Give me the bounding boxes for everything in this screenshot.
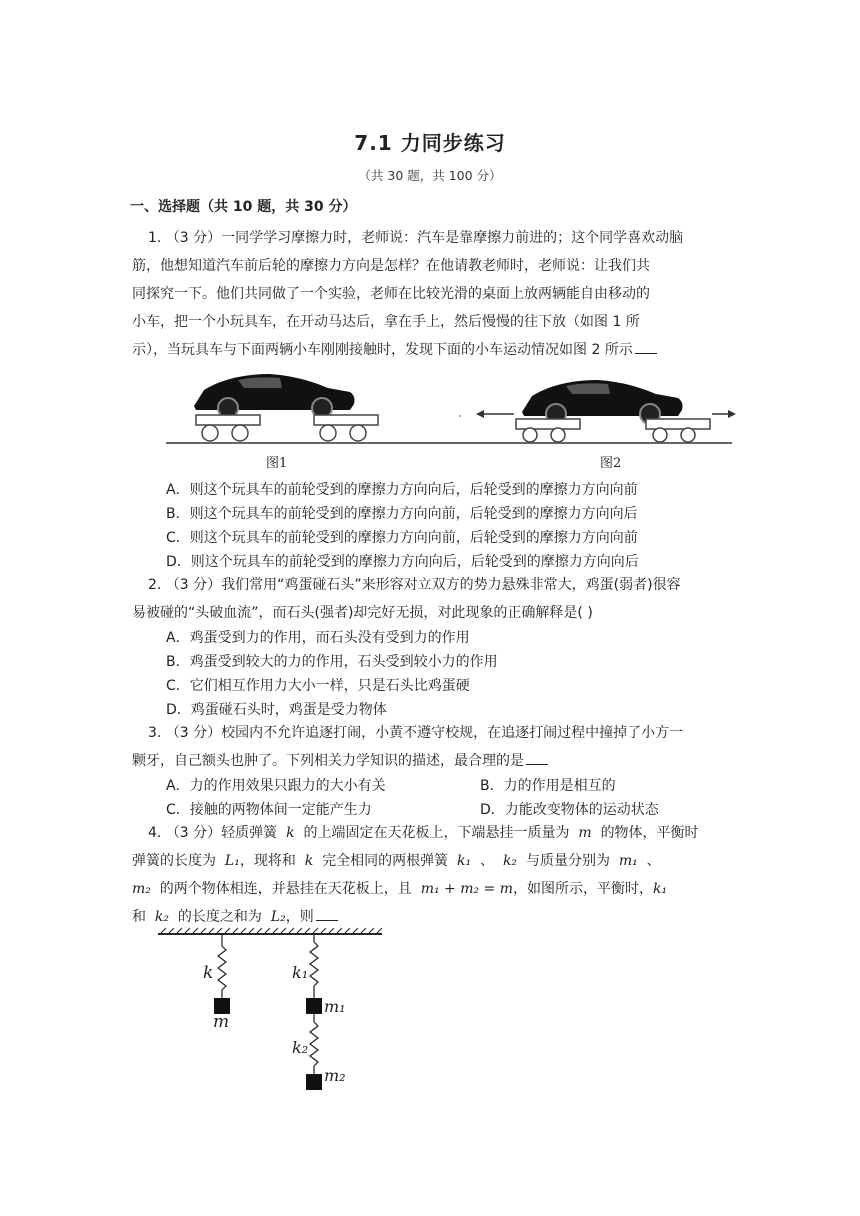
question-line: 1. （3 分）一同学学习摩擦力时，老师说：汽车是靠摩擦力前进的；这个同学喜欢动脑 bbox=[148, 230, 684, 246]
question-line: 筋，他想知道汽车前后轮的摩擦力方向是怎样？在他请教老师时，老师说：让我们共 bbox=[132, 258, 650, 274]
car-experiment-figure bbox=[160, 366, 740, 474]
section-heading: 一、选择题（共 10 题，共 30 分） bbox=[130, 199, 357, 215]
question-line: m₂ 的两个物体相连，并悬挂在天花板上，且 m₁ + m₂ = m，如图所示，平衡时，k₁ bbox=[132, 881, 668, 897]
question-line: 颗牙，自己额头也肿了。下列相关力学知识的描述，最合理的是 bbox=[132, 749, 548, 773]
option-b[interactable]: B．鸡蛋受到较大的力的作用，石头受到较小力的作用 bbox=[166, 654, 498, 670]
question-line: 2. （3 分）我们常用“鸡蛋碰石头”来形容对立双方的势力悬殊非常大，鸡蛋(弱者)很容 bbox=[148, 577, 681, 593]
question-line: 和 k₂ 的长度之和为 L₂，则 bbox=[132, 905, 338, 929]
answer-blank bbox=[635, 339, 657, 354]
question-line: 3. （3 分）校园内不允许追逐打闹，小黄不遵守校规，在追逐打闹过程中撞掉了小方一 bbox=[148, 725, 684, 741]
cart-right-figure1 bbox=[314, 415, 378, 441]
label-m: m bbox=[213, 1012, 230, 1032]
question-line: 弹簧的长度为 L₁，现将和 k 完全相同的两根弹簧 k₁ 、 k₂ 与质量分别为 m₁ 、 bbox=[132, 853, 661, 869]
cart-left-figure1 bbox=[196, 415, 260, 441]
option-d[interactable]: D．鸡蛋碰石头时，鸡蛋是受力物体 bbox=[166, 702, 387, 718]
option-a[interactable]: A．则这个玩具车的前轮受到的摩擦力方向向后，后轮受到的摩擦力方向向前 bbox=[166, 482, 638, 498]
toy-car-figure2 bbox=[522, 380, 683, 424]
option-b[interactable]: B．则这个玩具车的前轮受到的摩擦力方向向前，后轮受到的摩擦力方向向后 bbox=[166, 506, 638, 522]
right-arrow-icon bbox=[712, 410, 736, 418]
block-m1 bbox=[306, 998, 322, 1014]
spring-figure bbox=[152, 924, 392, 1092]
toy-car-figure1 bbox=[194, 374, 355, 418]
label-m1: m₁ bbox=[324, 997, 346, 1016]
option-c[interactable]: C．则这个玩具车的前轮受到的摩擦力方向向前，后轮受到的摩擦力方向向前 bbox=[166, 530, 638, 546]
figure-1-label: 图1 bbox=[266, 456, 288, 471]
spring-k2 bbox=[310, 1014, 318, 1074]
question-line: 4. （3 分）轻质弹簧 k 的上端固定在天花板上，下端悬挂一质量为 m 的物体，平衡时 bbox=[148, 825, 699, 841]
answer-blank bbox=[316, 906, 338, 921]
option-c[interactable]: C．它们相互作用力大小一样，只是石头比鸡蛋硬 bbox=[166, 678, 470, 694]
option-b[interactable]: B．力的作用是相互的 bbox=[480, 778, 616, 794]
question-line: 小车，把一个小玩具车，在开动马达后，拿在手上，然后慢慢的往下放（如图 1 所 bbox=[132, 314, 640, 330]
question-line: 同探究一下。他们共同做了一个实验，老师在比较光滑的桌面上放两辆能自由移动的 bbox=[132, 286, 650, 302]
option-a[interactable]: A．鸡蛋受到力的作用，而石头没有受到力的作用 bbox=[166, 630, 470, 646]
left-arrow-icon bbox=[476, 410, 514, 418]
spring-k1 bbox=[310, 934, 318, 998]
cart-left-figure2 bbox=[516, 419, 580, 442]
spring-k bbox=[218, 934, 226, 998]
option-a[interactable]: A．力的作用效果只跟力的大小有关 bbox=[166, 778, 386, 794]
page-title: 7.1 力同步练习 bbox=[354, 131, 506, 155]
option-d[interactable]: D．力能改变物体的运动状态 bbox=[480, 802, 659, 818]
question-line: 易被碰的“头破血流”，而石头(强者)却完好无损，对此现象的正确解释是( ) bbox=[132, 605, 593, 621]
question-line: 示），当玩具车与下面两辆小车刚刚接触时，发现下面的小车运动情况如图 2 所示 bbox=[132, 338, 657, 362]
page-subtitle: （共 30 题，共 100 分） bbox=[358, 168, 502, 183]
cart-right-figure2 bbox=[646, 419, 710, 442]
label-m2: m₂ bbox=[324, 1066, 346, 1085]
label-k: k bbox=[203, 963, 214, 983]
label-k1: k₁ bbox=[292, 963, 309, 982]
figure-2-label: 图2 bbox=[600, 456, 622, 471]
block-m2 bbox=[306, 1074, 322, 1090]
label-k2: k₂ bbox=[292, 1038, 309, 1057]
option-c[interactable]: C．接触的两物体间一定能产生力 bbox=[166, 802, 372, 818]
answer-blank bbox=[526, 750, 548, 765]
option-d[interactable]: D．则这个玩具车的前轮受到的摩擦力方向向后，后轮受到的摩擦力方向向后 bbox=[166, 554, 639, 570]
